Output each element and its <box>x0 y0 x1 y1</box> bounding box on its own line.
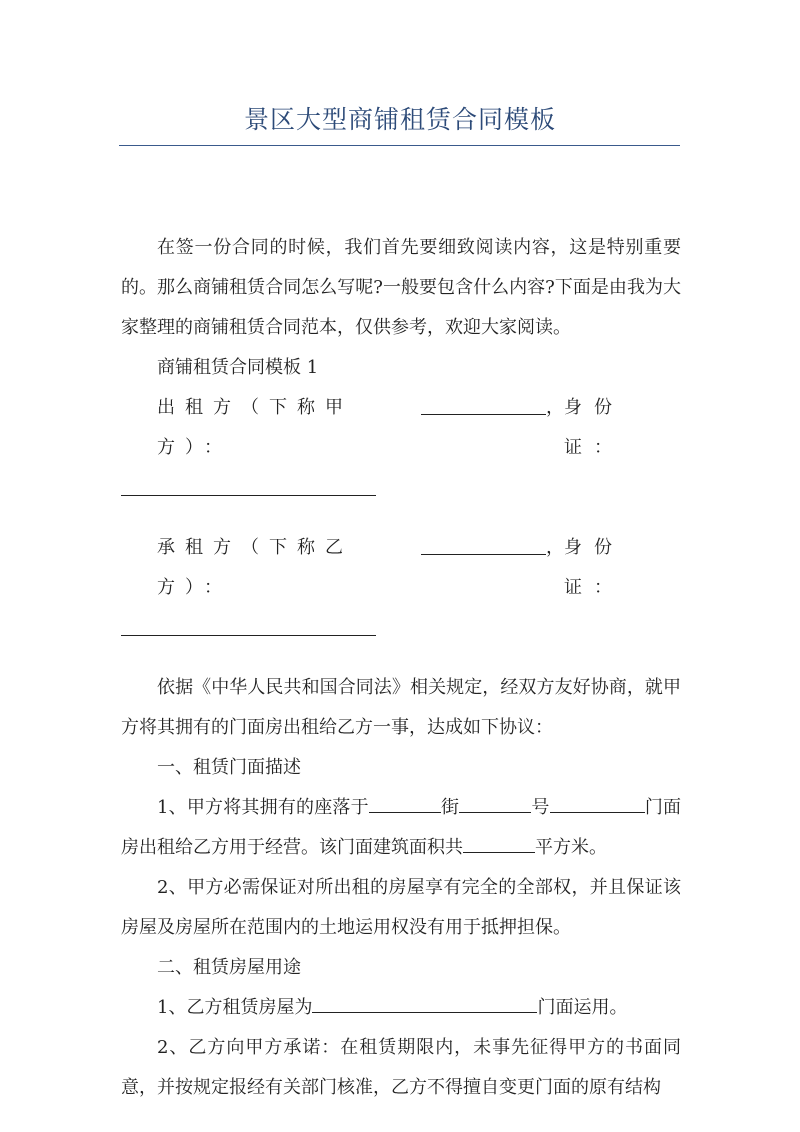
lessee-id-label: 身份证： <box>564 537 625 598</box>
unit-number-blank <box>550 790 645 813</box>
clause-1-1 <box>121 788 681 868</box>
clause-1-1-text-a: 1、甲方将其拥有的座落于 <box>157 797 369 818</box>
document-title: 景区大型商铺租赁合同模板 <box>243 105 556 134</box>
lessor-comma: ， <box>546 397 565 418</box>
lessee-name-blank <box>421 528 546 555</box>
clause-1-1-text-e: 平方米。 <box>535 837 607 858</box>
usage-blank <box>312 990 537 1013</box>
clause-2-2: 2、乙方向甲方承诺：在租赁期限内，未事先征得甲方的书面同意，并按规定报经有关部门核准，乙方不得擅自变更门面的原有结构 <box>121 1037 681 1098</box>
contract-subtitle: 商铺租赁合同模板 1 <box>157 357 319 378</box>
lessee-label: 承租方（下称乙方）： <box>157 537 353 598</box>
section1-heading: 一、租赁门面描述 <box>157 757 301 778</box>
basis-paragraph: 依据《中华人民共和国合同法》相关规定，经双方友好协商，就甲方将其拥有的门面房出租给乙方一事，达成如下协议： <box>121 677 681 738</box>
clause-2-1-text-a: 1、乙方租赁房屋为 <box>157 997 313 1018</box>
lessee-id-blank <box>121 608 681 648</box>
lessor-id-label: 身份证： <box>564 397 625 458</box>
street-number-blank <box>459 790 531 813</box>
lessee-line <box>121 528 681 608</box>
lessor-line <box>121 388 681 468</box>
lessor-name-blank <box>421 388 546 415</box>
clause-1-1-text-c: 号 <box>531 797 550 818</box>
lessor-label: 出租方（下称甲方）： <box>157 397 353 458</box>
title-underline <box>119 145 680 146</box>
street-name-blank <box>369 790 441 813</box>
clause-1-1-text-d: 门面房出租给乙方用于经营。该门面建筑面积共 <box>121 797 682 858</box>
lessor-id-blank <box>121 468 681 508</box>
clause-2-1-text-b: 门面运用。 <box>537 997 628 1018</box>
section2-heading: 二、租赁房屋用途 <box>157 957 301 978</box>
intro-paragraph: 在签一份合同的时候，我们首先要细致阅读内容，这是特别重要的。那么商铺租赁合同怎么写呢?一般要包含什么内容?下面是由我为大家整理的商铺租赁合同范本，仅供参考，欢迎大家阅读。 <box>121 237 681 338</box>
clause-1-2: 2、甲方必需保证对所出租的房屋享有完全的全部权，并且保证该房屋及房屋所在范围内的土地运用权没有用于抵押担保。 <box>121 877 681 938</box>
clause-1-1-text-b: 街 <box>440 797 460 818</box>
lessee-comma: ， <box>546 537 565 558</box>
area-blank <box>463 830 535 853</box>
clause-2-1 <box>121 988 681 1028</box>
document-body <box>121 228 681 1108</box>
